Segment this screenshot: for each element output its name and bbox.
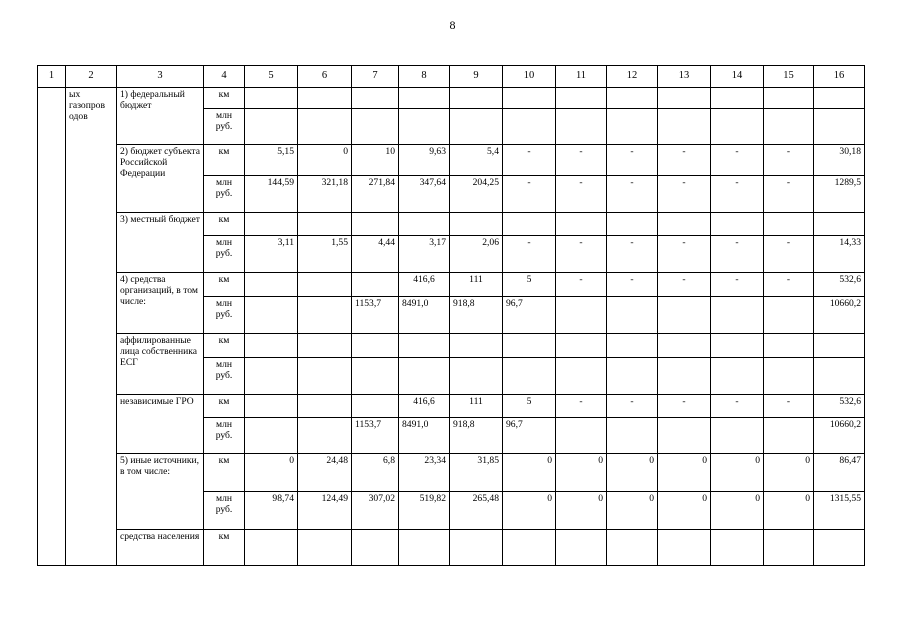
data-cell (503, 358, 556, 395)
data-cell: 1,55 (298, 236, 352, 273)
data-cell: 0 (711, 492, 764, 530)
data-cell: - (658, 395, 711, 418)
data-cell (607, 418, 658, 454)
data-cell: 8491,0 (399, 418, 450, 454)
data-cell: 271,84 (352, 176, 399, 213)
data-cell (298, 88, 352, 109)
header-col-4: 4 (204, 66, 245, 88)
data-cell: - (607, 176, 658, 213)
data-cell: 10660,2 (814, 297, 865, 334)
data-cell: 1153,7 (352, 418, 399, 454)
header-col-9: 9 (450, 66, 503, 88)
data-cell (245, 334, 298, 358)
data-cell (298, 109, 352, 145)
data-cell: 111 (450, 395, 503, 418)
unit-cell: км (204, 395, 245, 418)
header-col-1: 1 (38, 66, 66, 88)
data-cell: 532,6 (814, 273, 865, 297)
data-cell (352, 213, 399, 236)
unit-cell: млн руб. (204, 176, 245, 213)
data-cell (658, 530, 711, 566)
data-cell (556, 418, 607, 454)
header-col-2: 2 (66, 66, 117, 88)
data-cell (658, 297, 711, 334)
data-cell (711, 109, 764, 145)
data-cell: - (503, 236, 556, 273)
source-label: 3) местный бюджет (117, 213, 204, 273)
data-cell: - (764, 273, 814, 297)
data-cell (245, 297, 298, 334)
unit-cell: км (204, 213, 245, 236)
data-cell: - (556, 236, 607, 273)
data-cell: 111 (450, 273, 503, 297)
data-cell (658, 334, 711, 358)
data-cell: - (556, 176, 607, 213)
data-cell (245, 418, 298, 454)
data-cell: 918,8 (450, 297, 503, 334)
source-label: независимые ГРО (117, 395, 204, 454)
table-row (38, 88, 865, 109)
data-cell: 124,49 (298, 492, 352, 530)
data-cell (399, 213, 450, 236)
header-col-16: 16 (814, 66, 865, 88)
unit-cell: км (204, 454, 245, 492)
data-cell: - (607, 145, 658, 176)
data-cell (450, 213, 503, 236)
data-cell: 5,15 (245, 145, 298, 176)
data-cell: 98,74 (245, 492, 298, 530)
data-cell: 416,6 (399, 273, 450, 297)
data-cell (399, 530, 450, 566)
data-cell: 532,6 (814, 395, 865, 418)
table-row (38, 454, 865, 492)
unit-cell: км (204, 273, 245, 297)
data-cell (658, 109, 711, 145)
data-cell: 10 (352, 145, 399, 176)
data-cell (298, 530, 352, 566)
data-cell: 0 (658, 454, 711, 492)
data-cell: - (711, 176, 764, 213)
data-cell: 23,34 (399, 454, 450, 492)
data-cell (764, 530, 814, 566)
data-cell (764, 358, 814, 395)
data-cell: 0 (658, 492, 711, 530)
data-cell: - (711, 236, 764, 273)
data-cell: - (764, 236, 814, 273)
data-cell (711, 88, 764, 109)
data-cell (450, 334, 503, 358)
data-cell: - (711, 145, 764, 176)
data-cell (607, 213, 658, 236)
table-row (38, 273, 865, 297)
data-cell (352, 334, 399, 358)
data-cell: 918,8 (450, 418, 503, 454)
header-col-11: 11 (556, 66, 607, 88)
data-cell: 30,18 (814, 145, 865, 176)
data-cell (399, 358, 450, 395)
unit-cell: км (204, 145, 245, 176)
data-cell (245, 273, 298, 297)
data-cell (814, 334, 865, 358)
unit-cell: км (204, 88, 245, 109)
data-cell (556, 213, 607, 236)
data-cell (658, 88, 711, 109)
data-cell: 5,4 (450, 145, 503, 176)
source-label: 5) иные источники, в том числе: (117, 454, 204, 530)
unit-cell: млн руб. (204, 109, 245, 145)
data-cell: 2,06 (450, 236, 503, 273)
data-cell: 307,02 (352, 492, 399, 530)
data-cell (556, 358, 607, 395)
data-cell: - (503, 176, 556, 213)
data-cell: 0 (711, 454, 764, 492)
header-col-5: 5 (245, 66, 298, 88)
data-cell (764, 418, 814, 454)
data-cell (764, 109, 814, 145)
data-cell: 31,85 (450, 454, 503, 492)
header-col-6: 6 (298, 66, 352, 88)
data-cell: 3,17 (399, 236, 450, 273)
data-cell (814, 358, 865, 395)
data-cell (556, 334, 607, 358)
header-col-14: 14 (711, 66, 764, 88)
data-cell: - (764, 395, 814, 418)
data-cell (814, 213, 865, 236)
table-body (38, 66, 865, 566)
data-cell: 144,59 (245, 176, 298, 213)
data-cell: 5 (503, 395, 556, 418)
data-cell (298, 358, 352, 395)
data-cell (450, 88, 503, 109)
data-cell: - (711, 395, 764, 418)
data-cell: - (658, 273, 711, 297)
data-cell: 96,7 (503, 418, 556, 454)
header-col-13: 13 (658, 66, 711, 88)
data-cell (298, 418, 352, 454)
col2-cell: ых газопров одов (66, 88, 117, 566)
data-cell (556, 530, 607, 566)
data-cell (503, 530, 556, 566)
data-cell: 10660,2 (814, 418, 865, 454)
data-cell (298, 213, 352, 236)
data-cell (298, 334, 352, 358)
data-cell (399, 334, 450, 358)
data-cell (298, 297, 352, 334)
data-cell: 3,11 (245, 236, 298, 273)
data-cell (399, 88, 450, 109)
data-cell: 24,48 (298, 454, 352, 492)
source-label: 4) средства организаций, в том числе: (117, 273, 204, 334)
data-cell: - (764, 145, 814, 176)
data-cell: 96,7 (503, 297, 556, 334)
data-cell (764, 213, 814, 236)
data-cell (814, 530, 865, 566)
data-cell: - (764, 176, 814, 213)
data-cell (352, 395, 399, 418)
unit-cell: млн руб. (204, 358, 245, 395)
data-cell: 265,48 (450, 492, 503, 530)
data-cell (556, 297, 607, 334)
data-cell (556, 88, 607, 109)
unit-cell: км (204, 530, 245, 566)
data-cell (764, 334, 814, 358)
table-row (38, 530, 865, 566)
data-cell: 347,64 (399, 176, 450, 213)
data-cell: 1315,55 (814, 492, 865, 530)
data-cell (711, 213, 764, 236)
unit-cell: млн руб. (204, 492, 245, 530)
header-row (38, 66, 865, 88)
unit-cell: млн руб. (204, 297, 245, 334)
data-cell: 0 (764, 454, 814, 492)
unit-cell: млн руб. (204, 236, 245, 273)
data-cell: - (503, 145, 556, 176)
data-cell (556, 109, 607, 145)
data-cell: - (658, 176, 711, 213)
data-cell (503, 213, 556, 236)
data-cell (607, 334, 658, 358)
data-cell (245, 213, 298, 236)
header-col-8: 8 (399, 66, 450, 88)
data-cell: 1153,7 (352, 297, 399, 334)
data-cell: - (607, 395, 658, 418)
data-cell: 0 (556, 454, 607, 492)
data-cell (450, 358, 503, 395)
data-cell (503, 334, 556, 358)
data-cell: - (607, 273, 658, 297)
data-cell: - (556, 145, 607, 176)
data-cell: 86,47 (814, 454, 865, 492)
table-row (38, 395, 865, 418)
header-col-12: 12 (607, 66, 658, 88)
data-cell (352, 273, 399, 297)
data-cell: 321,18 (298, 176, 352, 213)
data-cell: 8491,0 (399, 297, 450, 334)
data-cell (607, 109, 658, 145)
source-label: 2) бюджет субъекта Российской Федерации (117, 145, 204, 213)
data-cell: - (556, 395, 607, 418)
data-cell: 4,44 (352, 236, 399, 273)
data-cell (814, 109, 865, 145)
data-cell (711, 358, 764, 395)
col1-cell (38, 88, 66, 566)
table-row (38, 213, 865, 236)
data-cell (245, 358, 298, 395)
data-cell: 6,8 (352, 454, 399, 492)
data-cell: 0 (764, 492, 814, 530)
data-cell (711, 297, 764, 334)
data-cell: 0 (607, 454, 658, 492)
data-cell (450, 109, 503, 145)
data-cell (352, 530, 399, 566)
header-col-3: 3 (117, 66, 204, 88)
data-cell (503, 109, 556, 145)
data-cell: - (556, 273, 607, 297)
data-cell: 0 (503, 454, 556, 492)
data-cell (711, 334, 764, 358)
data-cell (607, 88, 658, 109)
source-label: средства населения (117, 530, 204, 566)
data-cell (711, 530, 764, 566)
page-number: 8 (449, 18, 456, 32)
data-cell: 0 (245, 454, 298, 492)
data-cell (658, 213, 711, 236)
data-cell (298, 273, 352, 297)
data-cell: 5 (503, 273, 556, 297)
data-cell: 0 (607, 492, 658, 530)
unit-cell: км (204, 334, 245, 358)
data-cell (658, 358, 711, 395)
data-cell (607, 358, 658, 395)
data-cell (607, 297, 658, 334)
data-cell (245, 109, 298, 145)
unit-cell: млн руб. (204, 418, 245, 454)
header-col-15: 15 (764, 66, 814, 88)
table-row (38, 334, 865, 358)
data-cell (658, 418, 711, 454)
data-cell (352, 358, 399, 395)
data-cell (245, 88, 298, 109)
data-cell: - (607, 236, 658, 273)
data-cell: 0 (556, 492, 607, 530)
data-cell (450, 530, 503, 566)
header-col-10: 10 (503, 66, 556, 88)
data-cell: 14,33 (814, 236, 865, 273)
data-cell (352, 109, 399, 145)
data-cell (764, 297, 814, 334)
data-cell (298, 395, 352, 418)
data-cell: 9,63 (399, 145, 450, 176)
data-cell (245, 530, 298, 566)
data-cell (503, 88, 556, 109)
data-cell: - (658, 236, 711, 273)
data-cell (814, 88, 865, 109)
data-cell (352, 88, 399, 109)
financing-table (37, 65, 865, 566)
data-cell: 519,82 (399, 492, 450, 530)
data-cell: 416,6 (399, 395, 450, 418)
data-cell (764, 88, 814, 109)
data-cell: - (711, 273, 764, 297)
data-cell (607, 530, 658, 566)
table-row (38, 145, 865, 176)
data-cell (711, 418, 764, 454)
data-cell: - (658, 145, 711, 176)
data-cell: 204,25 (450, 176, 503, 213)
data-cell (245, 395, 298, 418)
data-cell: 1289,5 (814, 176, 865, 213)
source-label: аффилированные лица собственника ЕСГ (117, 334, 204, 395)
data-cell (399, 109, 450, 145)
source-label: 1) федеральный бюджет (117, 88, 204, 145)
data-cell: 0 (298, 145, 352, 176)
header-col-7: 7 (352, 66, 399, 88)
data-cell: 0 (503, 492, 556, 530)
